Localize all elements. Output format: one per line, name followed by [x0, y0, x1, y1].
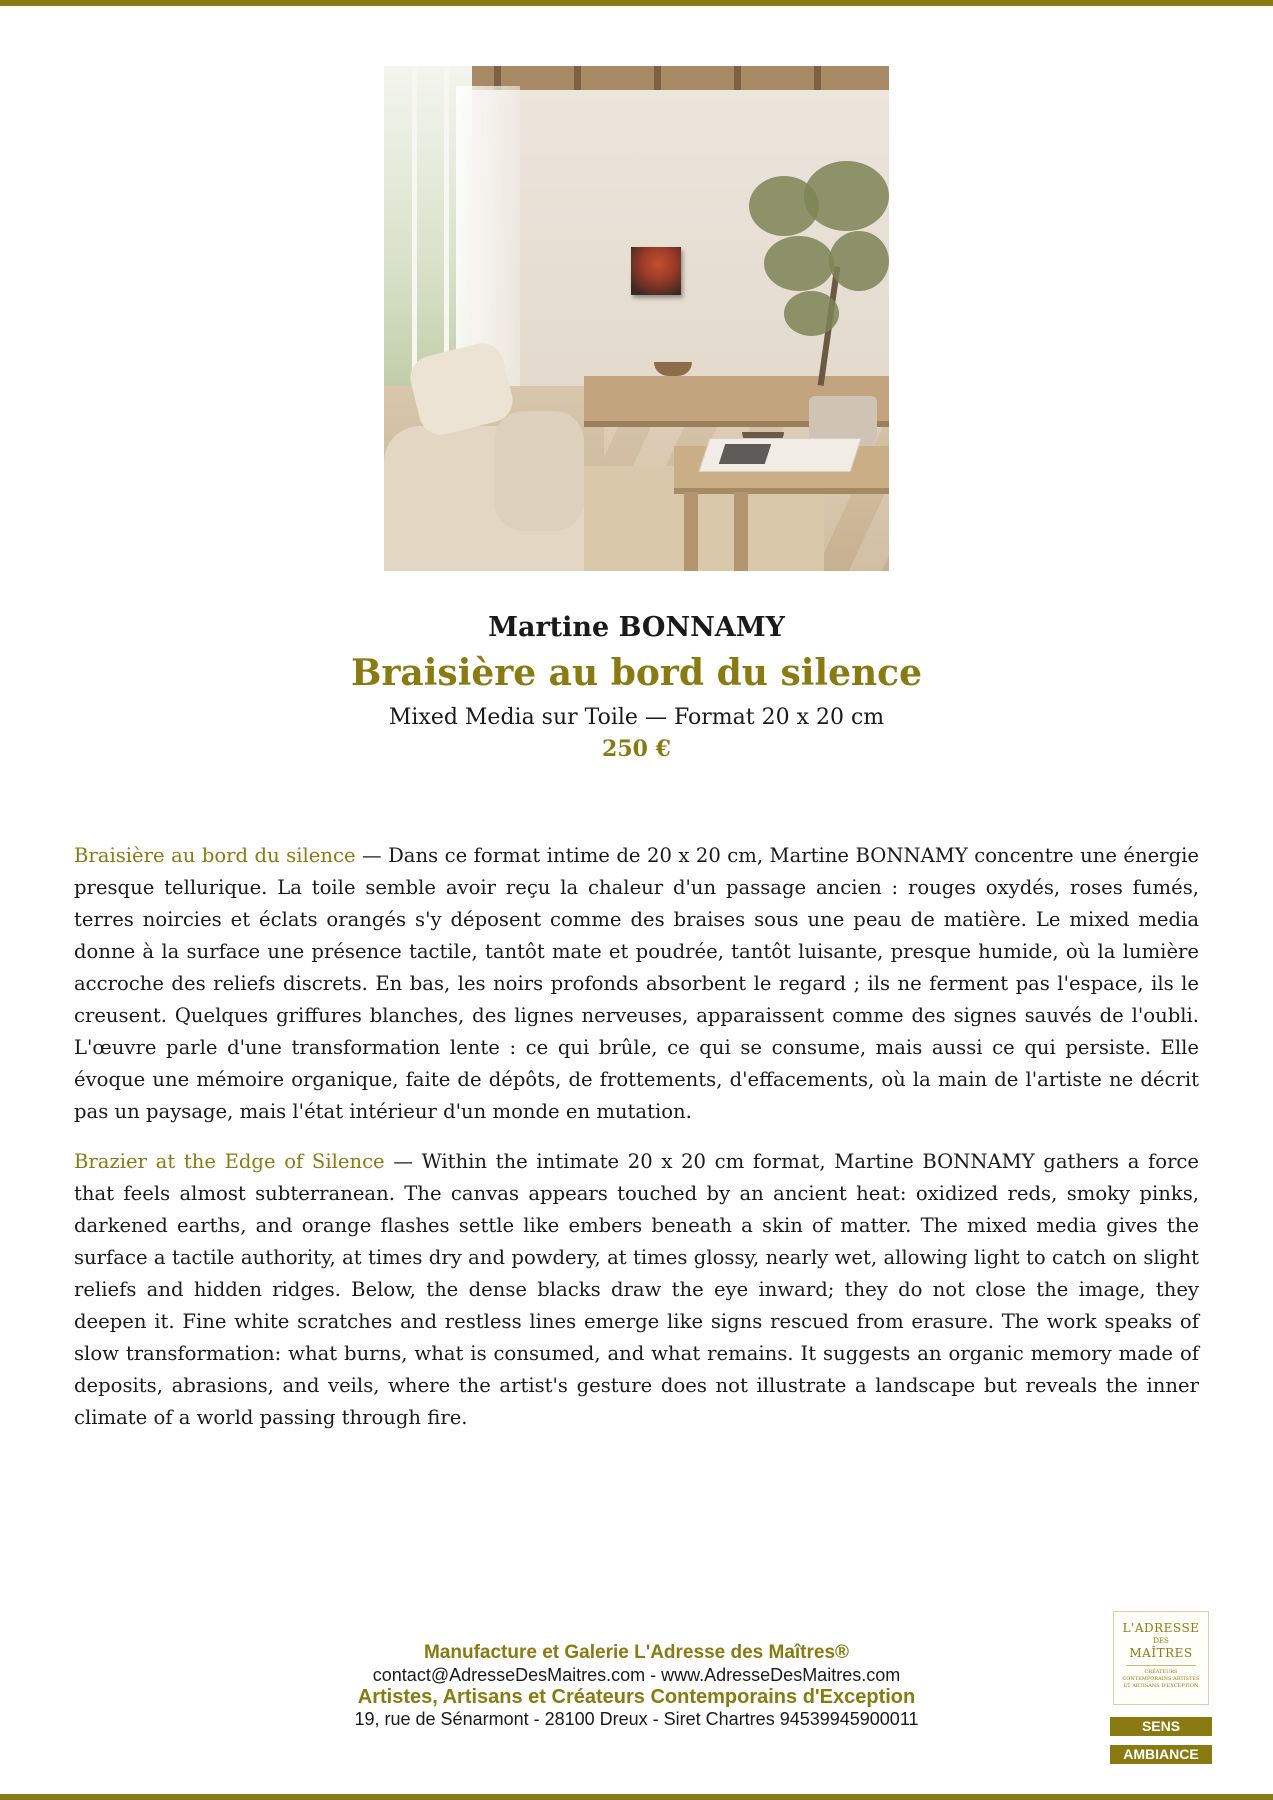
- artwork-title: Braisière au bord du silence: [351, 652, 922, 694]
- tag-sens: SENS: [1110, 1717, 1212, 1736]
- logo-line-2: DES: [1153, 1637, 1169, 1645]
- top-accent-bar: [0, 0, 1273, 6]
- description-french-text: — Dans ce format intime de 20 x 20 cm, Martine BONNAMY concentre une énergie presque tellurique. La toile semble avoir reçu la chaleur d'un passage ancien : rouges oxydés, roses fumés, terres noircies et éclats orangés s'y déposent comme des braises sous une peau de matière. Le mixed media donne à la surface une présence tactile, tantôt mate et poudrée, tantôt luisante, presque humide, où la lumière accroche des reliefs discrets. En bas, les noirs profonds absorbent le regard ; ils ne ferment pas l'espace, ils le creusent. Quelques griffures blanches, des lignes nerveuses, apparaissent comme des signes sauvés de l'oubli. L'œuvre parle d'une transformation lente : ce qui brûle, ce qui se consume, mais aussi ce qui persiste. Elle évoque une mémoire organique, faite de dépôts, de frottements, d'effacements, où la main de l'artiste ne décrit pas un paysage, mais l'état intérieur d'un monde en mutation.: [74, 844, 1199, 1123]
- tag-ambiance: AMBIANCE: [1110, 1745, 1212, 1764]
- table-leg: [684, 492, 698, 571]
- logo-line-3: MAÎTRES: [1129, 1646, 1193, 1660]
- olive-tree-foliage: [764, 236, 834, 291]
- logo-line-4: CRÉATEURS CONTEMPORAINS ARTISTES ET ARTISANS D'EXCEPTION: [1122, 1669, 1200, 1689]
- footer-address: 19, rue de Sénarmont - 28100 Dreux - Siret Chartres 94539945900011: [354, 1709, 919, 1729]
- gallery-footer: [0, 1642, 1273, 1730]
- olive-tree-foliage: [804, 161, 889, 231]
- artist-name: Martine BONNAMY: [488, 612, 785, 643]
- artwork-room-photo: [384, 66, 889, 571]
- table-leg: [734, 492, 748, 571]
- book-illustration: [719, 444, 771, 464]
- footer-tagline: Artistes, Artisans et Créateurs Contemporains d'Exception: [357, 1686, 916, 1708]
- description-english: [74, 1146, 1199, 1434]
- gallery-logo: [1113, 1611, 1209, 1705]
- description-french: [74, 840, 1199, 1128]
- logo-divider: [1126, 1665, 1196, 1666]
- bottom-accent-bar: [0, 1794, 1273, 1800]
- artwork-medium-format: Mixed Media sur Toile — Format 20 x 20 cm: [388, 705, 885, 730]
- artwork-painting: [631, 247, 681, 295]
- description-english-text: — Within the intimate 20 x 20 cm format, Martine BONNAMY gathers a force that feels almost subterranean. The canvas appears touched by an ancient heat: oxidized reds, smoky pinks, darkened earths, and orange flashes settle like embers beneath a skin of matter. The mixed media gives the surface a tactile authority, at times dry and powdery, at times glossy, nearly wet, allowing light to catch on slight reliefs and hidden ridges. Below, the dense blacks draw the eye inward; they do not close the image, they deepen it. Fine white scratches and restless lines emerge like signs rescued from erasure. The work speaks of slow transformation: what burns, what is consumed, and what remains. It suggests an organic memory made of deposits, abrasions, and veils, where the artist's gesture does not illustrate a landscape but reveals the inner climate of a world passing through fire.: [74, 1150, 1200, 1429]
- footer-contact: contact@AdresseDesMaitres.com - www.AdresseDesMaitres.com: [372, 1665, 901, 1685]
- footer-gallery-name: Manufacture et Galerie L'Adresse des Maîtres®: [423, 1642, 850, 1663]
- logo-line-1: L'ADRESSE: [1122, 1621, 1200, 1635]
- description-french-lead: Braisière au bord du silence: [74, 844, 356, 867]
- olive-tree-foliage: [829, 231, 889, 291]
- artwork-price: 250 €: [602, 736, 671, 762]
- sofa-arm: [494, 411, 584, 531]
- olive-tree-foliage: [784, 291, 839, 336]
- description-english-lead: Brazier at the Edge of Silence: [74, 1150, 385, 1173]
